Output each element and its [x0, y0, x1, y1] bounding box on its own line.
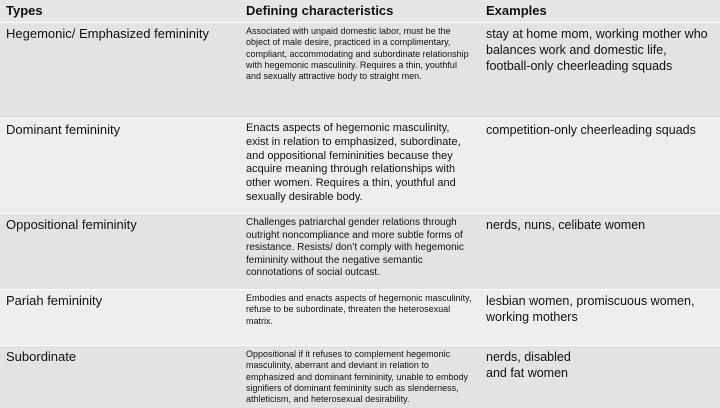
examples-cell: nerds, nuns, celibate women	[480, 214, 720, 290]
table-header-row	[0, 0, 720, 23]
table-row-dominant	[0, 119, 720, 214]
examples-cell	[480, 346, 720, 408]
table-row-oppositional	[0, 214, 720, 290]
type-cell: Dominant femininity	[0, 119, 240, 214]
examples-cell: competition-only cheerleading squads	[480, 119, 720, 214]
header-examples: Examples	[480, 0, 720, 23]
table-row-hegemonic	[0, 23, 720, 119]
examples-line: nerds, disabled	[486, 349, 714, 365]
definition-cell: Oppositional if it refuses to complement hegemonic masculinity, aberrant and deviant in relation to emphasized and dominant femininity, unable to embody signifiers of dominant femininity such as slenderness, athleticism, and heterosexual desirability.	[240, 346, 480, 408]
table-row-subordinate	[0, 346, 720, 408]
examples-cell: stay at home mom, working mother who balances work and domestic life, football-only cheerleading squads	[480, 23, 720, 119]
examples-cell: lesbian women, promiscuous women, working mothers	[480, 290, 720, 346]
type-cell: Pariah femininity	[0, 290, 240, 346]
definition-cell: Embodies and enacts aspects of hegemonic masculinity, refuse to be subordinate, threaten the heterosexual matrix.	[240, 290, 480, 346]
table-row-pariah	[0, 290, 720, 346]
definition-cell: Enacts aspects of hegemonic masculinity, exist in relation to emphasized, subordinate, and oppositional femininities because they acquire meaning through relationships with other women. Requires a thin, youthful and sexually desirable body.	[240, 119, 480, 214]
header-defining-characteristics: Defining characteristics	[240, 0, 480, 23]
examples-line: and fat women	[486, 365, 714, 381]
header-types: Types	[0, 0, 240, 23]
type-cell: Hegemonic/ Emphasized femininity	[0, 23, 240, 119]
definition-cell: Challenges patriarchal gender relations through outright noncompliance and more subtle forms of resistance. Resists/ don’t comply with hegemonic femininity without the negative semantic connotations of social outcast.	[240, 214, 480, 290]
definition-cell: Associated with unpaid domestic labor, must be the object of male desire, practiced in a complimentary, compliant, accommodating and subordinate relationship with hegemonic masculinity. Requires a thin, youthful and sexually attractive body to straight men.	[240, 23, 480, 119]
type-cell: Oppositional femininity	[0, 214, 240, 290]
type-cell: Subordinate	[0, 346, 240, 408]
